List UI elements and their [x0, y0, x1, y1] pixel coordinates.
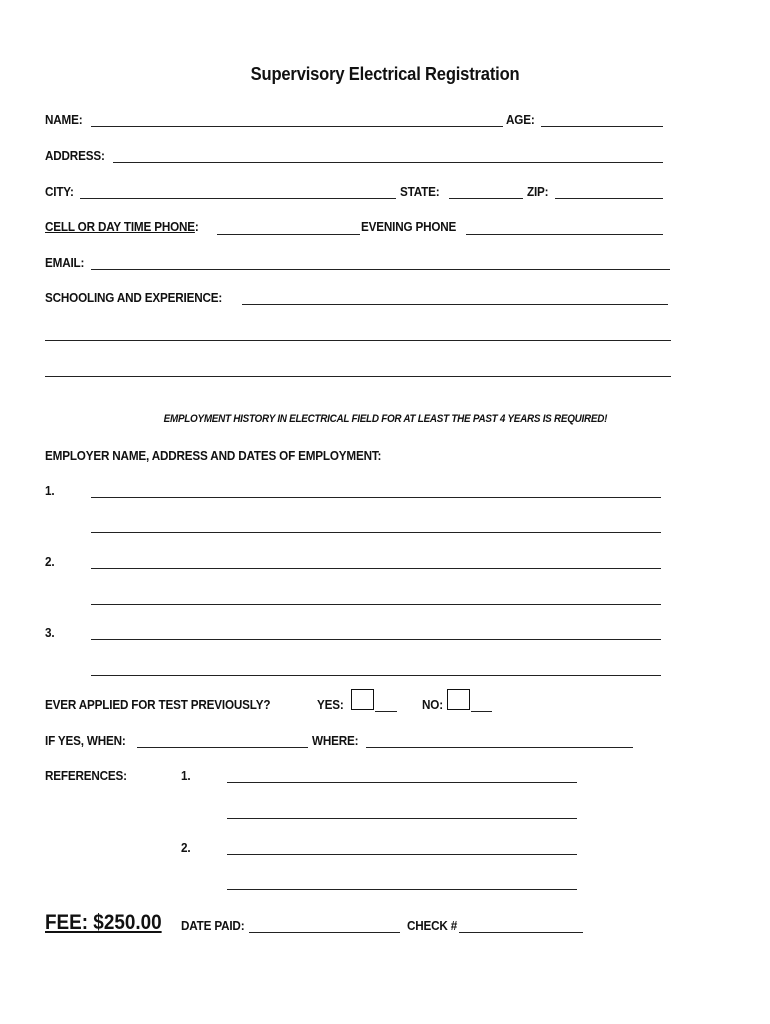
employment-notice: EMPLOYMENT HISTORY IN ELECTRICAL FIELD FOR AT LEAST THE PAST 4 YEARS IS REQUIRED! [163, 413, 607, 425]
references-label: REFERENCES: [45, 768, 127, 783]
zip-label: ZIP: [527, 184, 549, 199]
reference-1-number: 1. [181, 768, 191, 783]
state-field[interactable] [449, 198, 523, 199]
schooling-field-line-2[interactable] [45, 340, 671, 341]
employment-heading: EMPLOYER NAME, ADDRESS AND DATES OF EMPLOYMENT: [45, 448, 382, 463]
employer-3-field-line-1[interactable] [91, 639, 661, 640]
where-field[interactable] [366, 747, 633, 748]
employer-1-field-line-2[interactable] [91, 532, 661, 533]
age-label: AGE: [506, 112, 535, 127]
schooling-field-line-1[interactable] [242, 304, 668, 305]
email-field[interactable] [91, 269, 670, 270]
cell-phone-label-text: CELL OR DAY TIME PHONE [45, 219, 195, 234]
age-field[interactable] [541, 126, 663, 127]
employer-3-field-line-2[interactable] [91, 675, 661, 676]
cell-phone-field[interactable] [217, 234, 360, 235]
state-label: STATE: [400, 184, 440, 199]
employer-3-number: 3. [45, 625, 55, 640]
yes-label: YES: [317, 697, 344, 712]
reference-2-field-line-1[interactable] [227, 854, 577, 855]
if-yes-when-label: IF YES, WHEN: [45, 733, 126, 748]
if-yes-when-field[interactable] [137, 747, 308, 748]
employer-2-number: 2. [45, 554, 55, 569]
check-number-field[interactable] [459, 932, 583, 933]
no-label: NO: [422, 697, 443, 712]
reference-1-field-line-2[interactable] [227, 818, 577, 819]
reference-1-field-line-1[interactable] [227, 782, 577, 783]
reference-2-field-line-2[interactable] [227, 889, 577, 890]
employer-2-field-line-2[interactable] [91, 604, 661, 605]
name-field[interactable] [91, 126, 503, 127]
no-checkbox[interactable] [447, 689, 470, 710]
evening-phone-field[interactable] [466, 234, 663, 235]
where-label: WHERE: [312, 733, 359, 748]
address-field[interactable] [113, 162, 663, 163]
city-field[interactable] [80, 198, 396, 199]
cell-phone-label [45, 219, 199, 235]
email-label: EMAIL: [45, 255, 85, 270]
date-paid-label: DATE PAID: [181, 918, 245, 933]
check-number-label: CHECK # [407, 918, 458, 933]
test-previous-question: EVER APPLIED FOR TEST PREVIOUSLY? [45, 697, 271, 712]
yes-underline [375, 711, 397, 712]
evening-phone-label: EVENING PHONE [361, 219, 457, 234]
city-label: CITY: [45, 184, 74, 199]
schooling-label: SCHOOLING AND EXPERIENCE: [45, 290, 223, 305]
form-title: Supervisory Electrical Registration [250, 64, 520, 84]
date-paid-field[interactable] [249, 932, 400, 933]
cell-phone-colon: : [194, 219, 199, 234]
employer-1-number: 1. [45, 483, 55, 498]
no-underline [471, 711, 492, 712]
address-label: ADDRESS: [45, 148, 105, 163]
name-label: NAME: [45, 112, 83, 127]
reference-2-number: 2. [181, 840, 191, 855]
fee-amount: FEE: $250.00 [45, 911, 162, 934]
schooling-field-line-3[interactable] [45, 376, 671, 377]
zip-field[interactable] [555, 198, 663, 199]
yes-checkbox[interactable] [351, 689, 374, 710]
employer-2-field-line-1[interactable] [91, 568, 661, 569]
employer-1-field-line-1[interactable] [91, 497, 661, 498]
